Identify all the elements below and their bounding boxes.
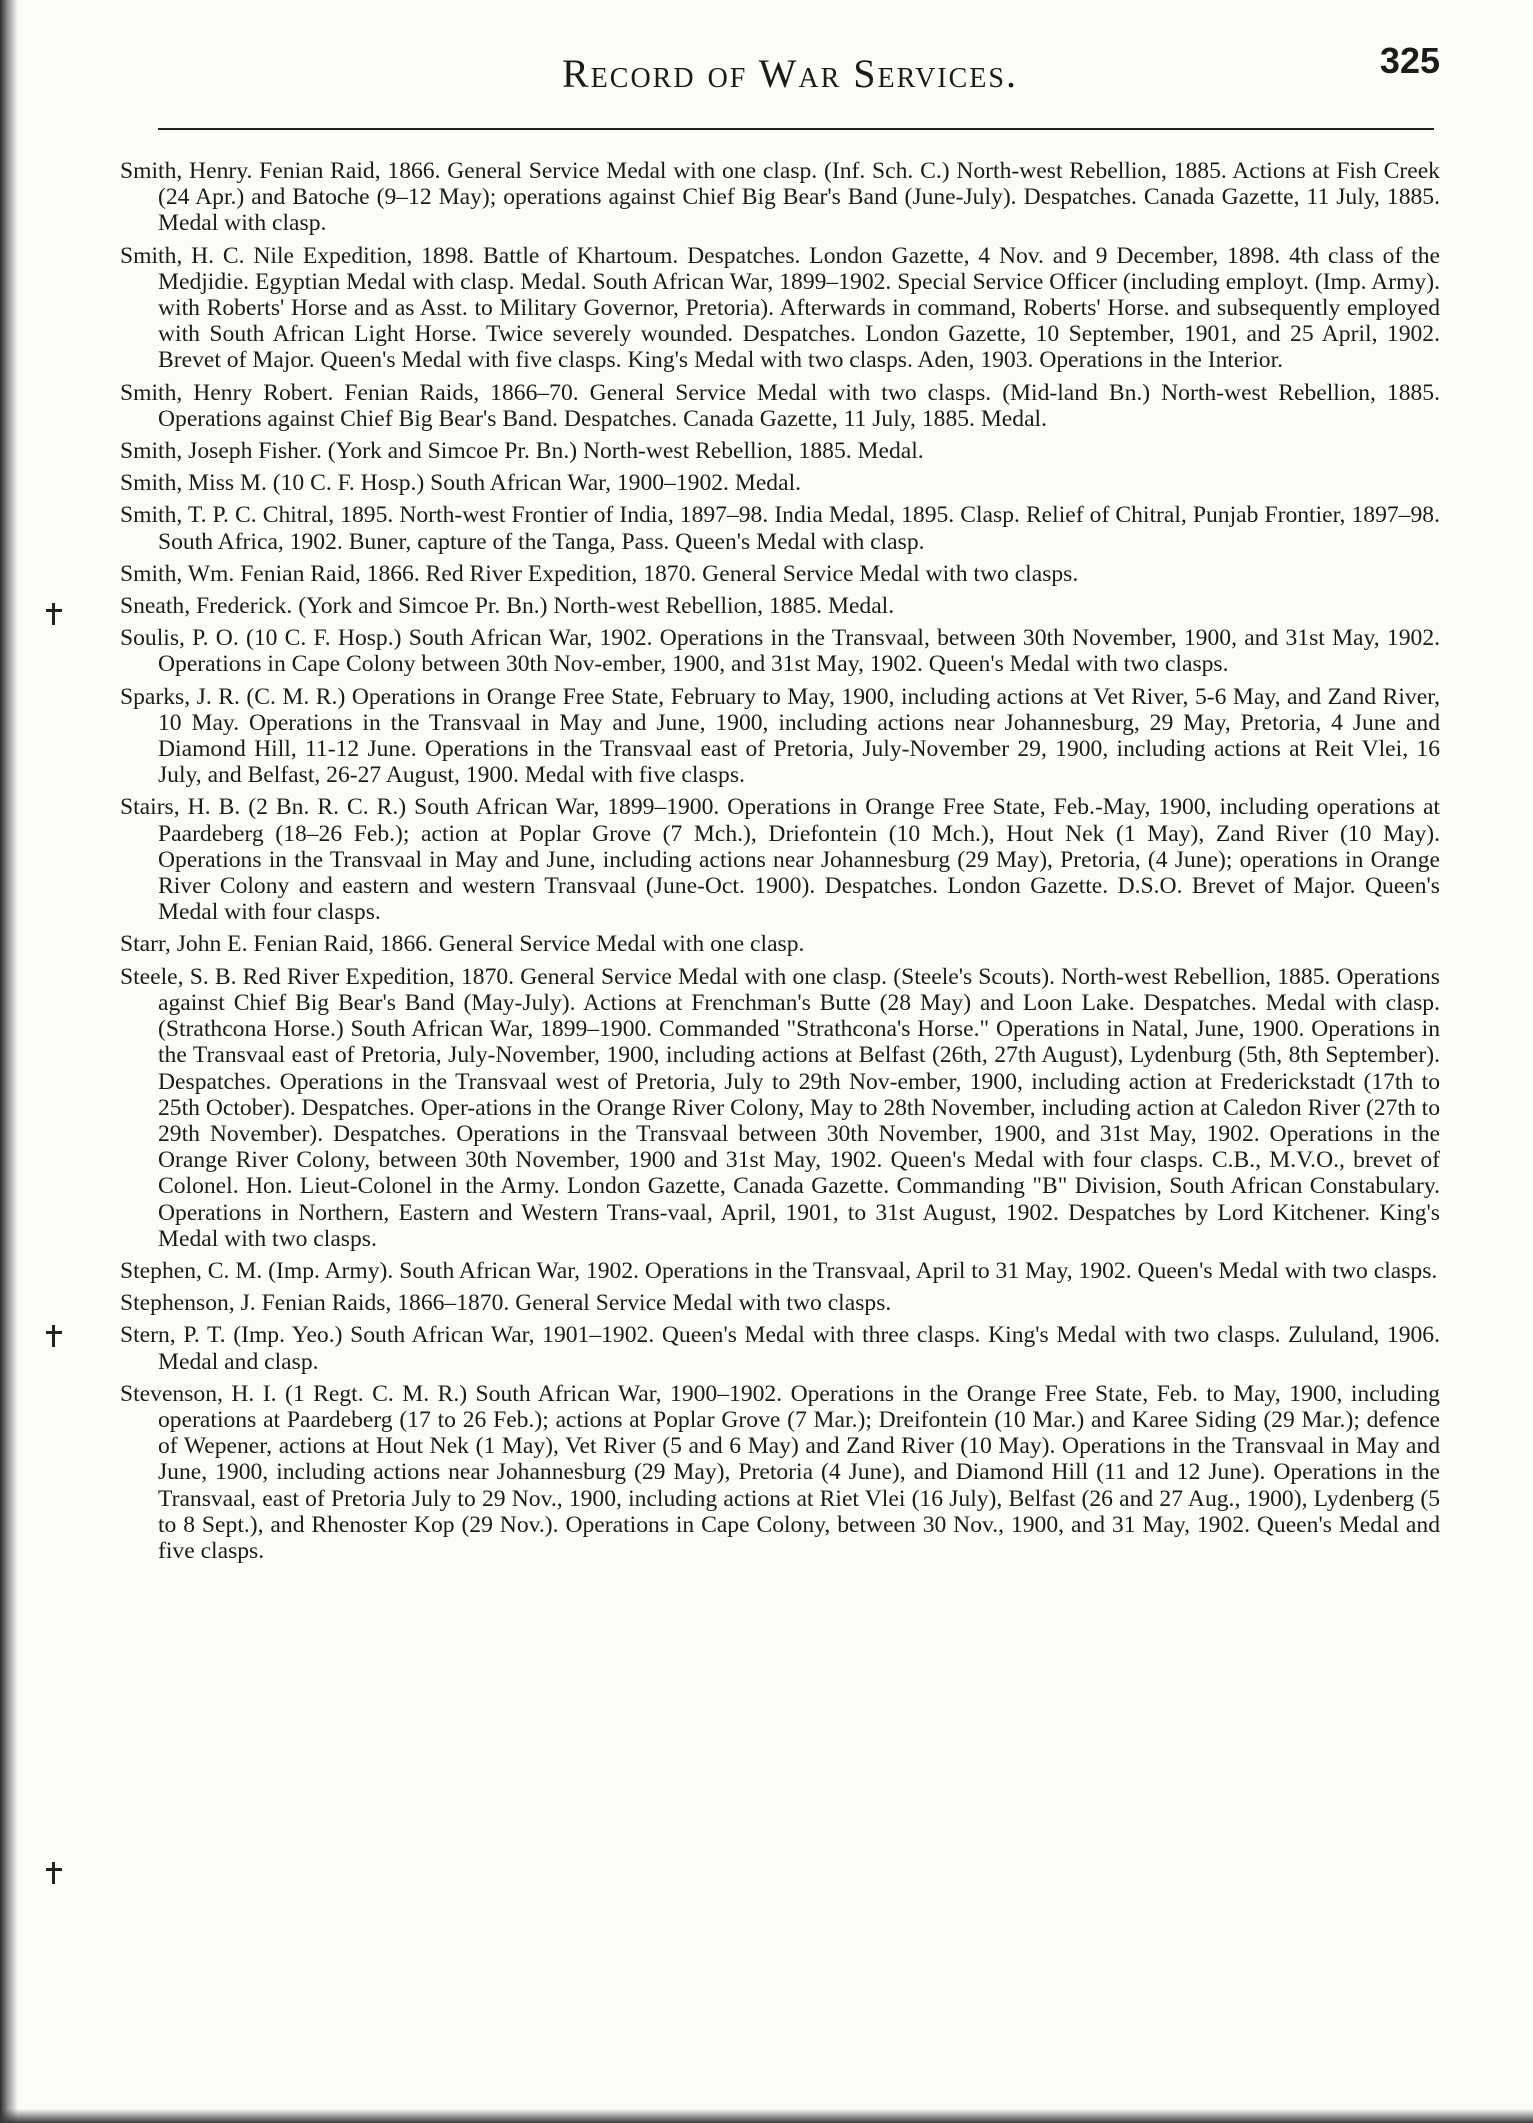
margin-mark-icon [46,603,64,625]
entry [120,243,1440,374]
entry-name: Sneath, Frederick. [120,593,293,620]
entry-text: Fenian Raids, 1866–70. General Service Medal with two clasps. (Mid-land Bn.) North-west Rebellion, 1885. Operations against Chief Big Bear's Band. Despatches. Canada Gazette, 11 July, 1885. Medal. [158,379,1440,432]
entry-text: Fenian Raid, 1866. General Service Medal with one clasp. [253,931,805,958]
entry-text: (York and Simcoe Pr. Bn.) North-west Rebellion, 1885. Medal. [327,438,924,465]
entry-name: Soulis, P. O. [120,625,239,652]
entry-text: (2 Bn. R. C. R.) South African War, 1899–1900. Operations in Orange Free State, Feb.-May, 1900, including operations at Paardeberg (18–26 Feb.); action at Poplar Grove (7 Mch.), Driefontein (10 Mch.), Hout Nek (1 May), Zand River (10 May). Operations in the Transvaal in May and June, including actions near Johannesburg (29 May), Pretoria, (4 June); operations in Orange River Colony and eastern and western Transvaal (June-Oct. 1900). Despatches. London Gazette. D.S.O. Brevet of Major. Queen's Medal with four clasps. [158,794,1440,926]
entry-text: (Imp. Yeo.) South African War, 1901–1902. Queen's Medal with three clasps. King's Medal with two clasps. Zululand, 1906. Medal and clasp. [158,1322,1441,1375]
entry [120,502,1440,554]
entry-name: Smith, Henry. [120,158,253,184]
entry [120,684,1440,789]
page-number: 325 [1379,40,1440,81]
entry-text: (C. M. R.) Operations in Orange Free State, February to May, 1900, including actions at Vet River, 5-6 May, and Zand River, 10 May. Operations in the Transvaal in May and June, 1900, including actions near Johannesburg, 29 May, Pretoria, 4 June and Diamond Hill, 11-12 June. Operations in the Transvaal east of Pretoria, July-November 29, 1900, including actions at Reit Vlei, 16 July, and Belfast, 26-27 August, 1900. Medal with five clasps. [158,683,1441,789]
entry-name: Stevenson, H. I. [120,1380,277,1407]
entry-text: (10 C. F. Hosp.) South African War, 1902. Operations in the Transvaal, between 30th November, 1900, and 31st May, 1902. Operations in Cape Colony between 30th Nov-ember, 1900, and 31st May, 1902. Queen's Medal with two clasps. [158,625,1441,678]
entry-text: (York and Simcoe Pr. Bn.) North-west Rebellion, 1885. Medal. [298,593,895,620]
entry-text: (1 Regt. C. M. R.) South African War, 1900–1902. Operations in the Orange Free State, Feb. to May, 1900, including operations at Paardeberg (17 to 26 Feb.); actions at Poplar Grove (7 Mar.); Dreifontein (10 Mar.) and Karee Siding (29 Mar.); defence of Wepener, actions at Hout Nek (1 May), Vet River (5 and 6 May) and Zand River (10 May). Operations in the Transvaal in May and June, 1900, including actions near Johannesburg (29 May), Pretoria (4 June), and Diamond Hill (11 and 12 June). Operations in the Transvaal, east of Pretoria July to 29 Nov., 1900, including actions at Riet Vlei (16 July), Belfast (26 and 27 Aug., 1900), Lydenberg (5 to 8 Sept.), and Rhenoster Kop (29 Nov.). Operations in Cape Colony, between 30 Nov., 1900, and 31 May, 1902. Queen's Medal and five clasps. [158,1380,1440,1564]
entry-text: Red River Expedition, 1870. General Service Medal with one clasp. (Steele's Scouts). North-west Rebellion, 1885. Operations against Chief Big Bear's Band (May-July). Actions at Frenchman's Butte (28 May) and Loon Lake. Despatches. Medal with clasp. (Strathcona Horse.) South African War, 1899–1900. Commanded "Strathcona's Horse." Operations in Natal, June, 1900. Operations in the Transvaal east of Pretoria, July-November, 1900, including actions at Belfast (26th, 27th August), Lydenburg (5th, 8th September). Despatches. Operations in the Transvaal west of Pretoria, July to 29th Nov-ember, 1900, including action at Frederickstadt (17th to 25th October). Despatches. Oper-ations in the Orange River Colony, May to 28th November, including action at Caledon River (27th to 29th November). Despatches. Operations in the Transvaal between 30th November, 1900, and 31st May, 1902. Operations in the Orange River Colony, between 30th November, 1900 and 31st May, 1902. Queen's Medal with four clasps. C.B., M.V.O., brevet of Colonel. Hon. Lieut-Colonel in the Army. London Gazette, Canada Gazette. Commanding "B" Division, South African Constabulary. Operations in Northern, Eastern and Western Trans-vaal, April, 1901, to 31st August, 1902. Despatches by Lord Kitchener. King's Medal with two clasps. [158,963,1440,1252]
entry [120,438,1440,464]
entry [120,470,1440,496]
page-bottom-edge [0,2109,1533,2123]
entry [120,964,1440,1252]
entry [120,1381,1440,1564]
entry-name: Stephenson, J. [120,1290,256,1317]
entry-name: Sparks, J. R. [120,683,240,710]
margin-mark-icon [46,1325,64,1347]
entry [120,931,1440,957]
entry-text: Fenian Raids, 1866–1870. General Service Medal with two clasps. [261,1290,892,1317]
entry [120,380,1440,432]
entry-name: Smith, Miss M. [120,470,267,497]
entry [120,1258,1440,1284]
entry [120,1322,1440,1374]
entry-text: Nile Expedition, 1898. Battle of Khartoum. Despatches. London Gazette, 4 Nov. and 9 December, 1898. 4th class of the Medjidie. Egyptian Medal with clasp. Medal. South African War, 1899–1902. Special Service Officer (including employt. (Imp. Army). with Roberts' Horse and as Asst. to Military Governor, Pretoria). Afterwards in command, Roberts' Horse. and subsequently employed with South African Light Horse. Twice severely wounded. Despatches. London Gazette, 10 September, 1901, and 25 April, 1902. Brevet of Major. Queen's Medal with five clasps. King's Medal with two clasps. Aden, 1903. Operations in the Interior. [158,242,1440,374]
entry [120,561,1440,587]
header-rule [158,128,1434,130]
entries-list [120,158,1440,1570]
entry-name: Steele, S. B. [120,963,237,990]
entry-name: Starr, John E. [120,931,248,958]
entry [120,625,1440,677]
entry [120,794,1440,925]
page-header [140,40,1440,110]
entry-name: Smith, Joseph Fisher. [120,438,322,465]
entry [120,1290,1440,1316]
entry-text: Chitral, 1895. North-west Frontier of India, 1897–98. India Medal, 1895. Clasp. Relief of Chitral, Punjab Frontier, 1897–98. South Africa, 1902. Buner, capture of the Tanga, Pass. Queen's Medal with clasp. [158,502,1440,555]
entry [120,158,1440,237]
entry-name: Stephen, C. M. [120,1257,263,1284]
entry-name: Smith, H. C. [120,242,245,269]
entry-name: Smith, T. P. C. [120,502,257,529]
entry-text: Fenian Raid, 1866. General Service Medal with one clasp. (Inf. Sch. C.) North-west Rebellion, 1885. Actions at Fish Creek (24 Apr.) and Batoche (9–12 May); operations against Chief Big Bear's Band (June-July). Despatches. Canada Gazette, 11 July, 1885. Medal with clasp. [158,158,1440,237]
entry-name: Smith, Henry Robert. [120,379,334,406]
entry-text: Fenian Raid, 1866. Red River Expedition, 1870. General Service Medal with two clasps. [240,560,1079,587]
running-title: Record of War Services. [562,51,1018,96]
binding-shadow [0,0,18,2123]
entry-name: Stairs, H. B. [120,794,241,821]
entry-name: Smith, Wm. [120,560,235,587]
entry [120,593,1440,619]
entry-text: (Imp. Army). South African War, 1902. Operations in the Transvaal, April to 31 May, 1902. Queen's Medal with two clasps. [268,1257,1438,1284]
entry-name: Stern, P. T. [120,1322,226,1349]
margin-mark-icon [46,1862,64,1884]
entry-text: (10 C. F. Hosp.) South African War, 1900–1902. Medal. [272,470,802,497]
